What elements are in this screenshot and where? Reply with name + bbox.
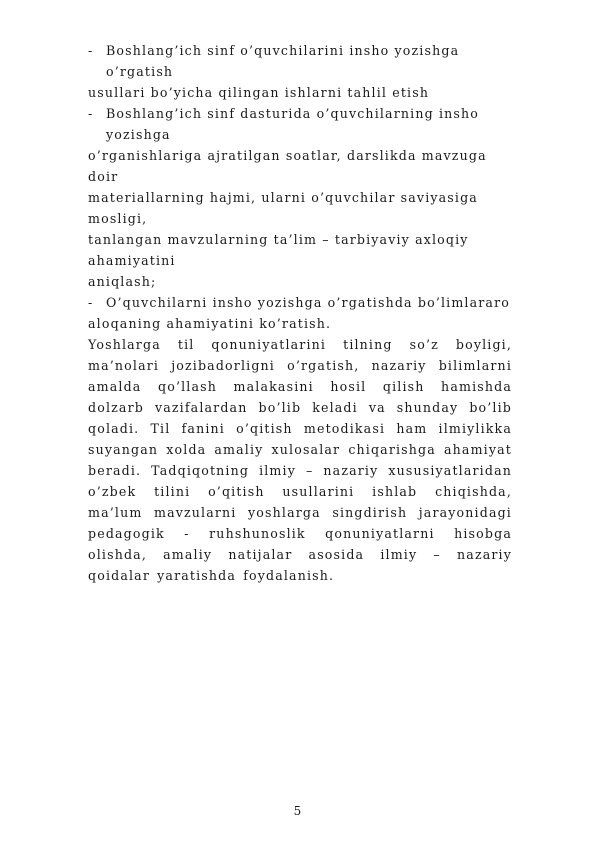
list-item-text: O’quvchilarni insho yozishga o’rgatishda bo’limlararo <box>106 295 510 310</box>
list-item <box>88 292 512 334</box>
list-item-text: Boshlang’ich sinf dasturida o’quvchilarning insho yozishga <box>106 106 479 142</box>
list-marker: - <box>88 295 94 310</box>
list-item-continuation: tanlangan mavzularning ta’lim – tarbiyaviy axloqiy ahamiyatini <box>88 232 469 268</box>
list-item-continuation: aniqlash; <box>88 274 157 289</box>
list-item <box>88 40 512 103</box>
body-paragraph: Yoshlarga til qonuniyatlarini tilning so’z boyligi, ma’nolari jozibadorligni o’rgatish, nazariy bilimlarni amalda qo’llash malakasini hosil qilish hamishda dolzarb vazifalardan bo’lib keladi va shunday bo’lib qoladi. Til fanini o’qitish metodikasi ham ilmiylikka suyangan xolda amaliy xulosalar chiqarishga ahamiyat beradi. Tadqiqotning ilmiy – nazariy xususiyatlaridan o’zbek tilini o’qitish usullarini ishlab chiqishda, ma’lum mavzularni yoshlarga singdirish jarayonidagi pedagogik - ruhshunoslik qonuniyatlarni hisobga olishda, amaliy natijalar asosida ilmiy – nazariy qoidalar yaratishda foydalanish. <box>88 337 512 583</box>
list-item-continuation: o’rganishlariga ajratilgan soatlar, darslikda mavzuga doir <box>88 148 487 184</box>
list-item-text: Boshlang’ich sinf o’quvchilarini insho yozishga o’rgatish <box>106 43 460 79</box>
list-item-continuation: materiallarning hajmi, ularni o’quvchilar saviyasiga mosligi, <box>88 190 478 226</box>
page-content <box>88 40 512 586</box>
page-number: 5 <box>293 804 302 818</box>
list-item-continuation: usullari bo’yicha qilingan ishlarni tahlil etish <box>88 85 430 100</box>
list-item-continuation: aloqaning ahamiyatini ko’ratish. <box>88 316 332 331</box>
list-item <box>88 103 512 292</box>
list-marker: - <box>88 106 94 121</box>
list-marker: - <box>88 43 94 58</box>
